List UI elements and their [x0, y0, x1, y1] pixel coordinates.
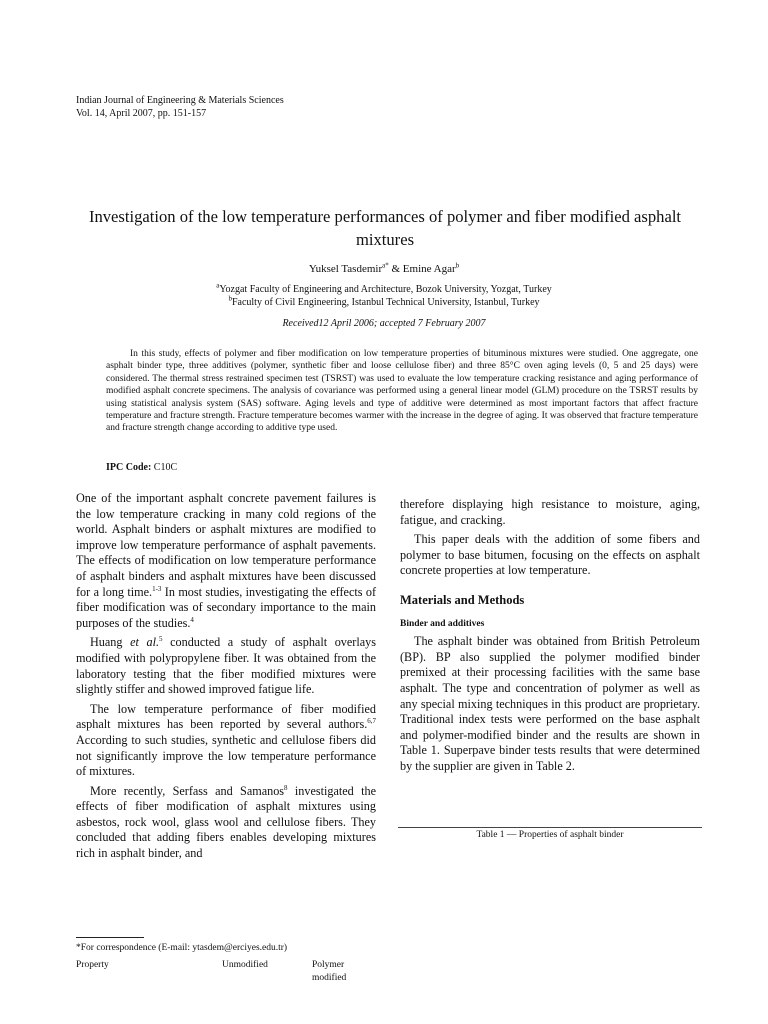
text-span: The low temperature performance of fiber modified asphalt mixtures has been reported by several authors.: [76, 701, 376, 732]
author-2: Emine Agar: [402, 263, 456, 275]
right-paragraph-2: This paper deals with the addition of some fibers and polymer to base bitumen, focusing on the effects on asphalt concrete properties at low temperature.: [400, 532, 700, 578]
citation-ref: 8: [284, 783, 288, 792]
journal-volume: Vol. 14, April 2007, pp. 151-157: [76, 108, 207, 119]
text-span: investigated the effects of fiber modification of asphalt mixtures using asbestos, rock wool, glass wool and cellulose fibers. They concluded that adding fibers enables developing mixtures rich in asphalt binder, and: [76, 783, 376, 861]
left-paragraph-3: [76, 702, 376, 780]
right-paragraph-1: therefore displaying high resistance to moisture, aging, fatigue, and cracking.: [400, 497, 700, 527]
author-1-mark: a*: [382, 261, 389, 270]
author-2-mark: b: [455, 261, 460, 270]
left-column: [76, 491, 376, 866]
citation-ref: 5: [159, 635, 163, 644]
right-paragraph-3: The asphalt binder was obtained from British Petroleum (BP). BP also supplied the polymer modified binder premixed at their processing facilities with the same base asphalt. The type and concentration of polymer as well as any special mixing techniques in this product are proprietary. Traditional index tests were performed on the base asphalt and polymer-modified binder and the results are shown in Table 1. Superpave binder tests results that were determined by the supplier are given in Table 2.: [400, 634, 700, 773]
journal-name: Indian Journal of Engineering & Materials Sciences: [76, 95, 284, 106]
subsection-heading: Binder and additives: [400, 618, 485, 629]
left-paragraph-1: [76, 491, 376, 631]
citation-ref: 4: [190, 615, 194, 624]
table-header-property: Property: [76, 960, 109, 970]
abstract-text: In this study, effects of polymer and fiber modification on low temperature properties of bituminous mixtures were studied. One aggregate, one asphalt binder type, three additives (polymer, synthetic fiber and loose cellulose fiber) and three 85°C oven aging levels (0, 5 and 25 days) were considered. The thermal stress restrained specimen test (TSRST) was used to evaluate the low temperature cracking resistance and aging performance of modified asphalt concrete specimens. The analysis of covariance was performed using a general linear model (GLM) procedure on the TSRST results by using statistical analysis system (SAS) software. Aging levels and type of additive were determined as most important factors that affect fracture temperature and fracture strength. Fracture temperature becomes warmer with the increase in the degree of aging. It was observed that fracture temperature and fracture strength change according to additive type used.: [106, 349, 698, 434]
affiliation-a-mark: a: [216, 281, 220, 290]
authors-line: [0, 263, 768, 275]
ipc-code: [106, 462, 177, 473]
affiliation-b-text: Faculty of Civil Engineering, Istanbul Technical University, Istanbul, Turkey: [231, 296, 540, 308]
text-span: In most studies, investigating the effects of fiber modification was of secondary importance to the main purposes of the studies.: [76, 584, 376, 630]
text-span: More recently, Serfass and Samanos: [90, 783, 285, 798]
table-caption: Table 1 — Properties of asphalt binder: [476, 830, 624, 840]
table-header-polymer-modified: Polymer modified: [312, 960, 347, 983]
table-header-unmodified: Unmodified: [222, 960, 268, 970]
text-span: One of the important asphalt concrete pavement failures is the low temperature cracking in many cold regions of the world. Asphalt binders or asphalt mixtures are modified to improve low temperature performance of asphalt pavements. The effects of modification on low temperature performance of asphalt binders and asphalt mixtures have been discussed for a long time.: [76, 491, 376, 599]
author-joiner: &: [388, 263, 403, 275]
right-column: [400, 497, 700, 779]
text-span: According to such studies, synthetic and cellulose fibers did not significantly improve the low temperature performance of mixtures.: [76, 732, 376, 779]
citation-ref: 6,7: [367, 717, 376, 726]
abstract: [106, 348, 698, 435]
author-1: Yuksel Tasdemir: [308, 263, 383, 275]
affiliation-b-mark: b: [228, 294, 232, 303]
left-paragraph-2: [76, 635, 376, 697]
affiliation-b: [0, 294, 768, 310]
text-span: Huang: [90, 635, 131, 650]
et-al: et al.: [130, 635, 160, 650]
received-dates: Received12 April 2006; accepted 7 February 2007: [282, 318, 486, 329]
left-paragraph-4: [76, 784, 376, 862]
section-heading: Materials and Methods: [400, 592, 525, 607]
ipc-value: C10C: [153, 462, 178, 473]
table-top-rule: [398, 827, 702, 828]
affiliation-a: [0, 281, 768, 297]
citation-ref: 1-3: [152, 584, 162, 593]
affiliation-a-text: Yozgat Faculty of Engineering and Architecture, Bozok University, Yozgat, Turkey: [219, 284, 552, 295]
footnote: *For correspondence (E-mail: ytasdem@erciyes.edu.tr): [76, 943, 288, 953]
paper-title: Investigation of the low temperature performances of polymer and fiber modified asphalt mixtures: [88, 207, 682, 249]
affiliations: [0, 281, 768, 309]
ipc-label: IPC Code:: [106, 462, 152, 473]
journal-header: [76, 94, 284, 120]
text-span: conducted a study of asphalt overlays modified with polypropylene fiber. It was obtained from the laboratory testing that the fiber modified mixtures were slightly stiffer and showed improved fatigue life.: [76, 635, 376, 697]
footnote-rule: [76, 937, 144, 938]
